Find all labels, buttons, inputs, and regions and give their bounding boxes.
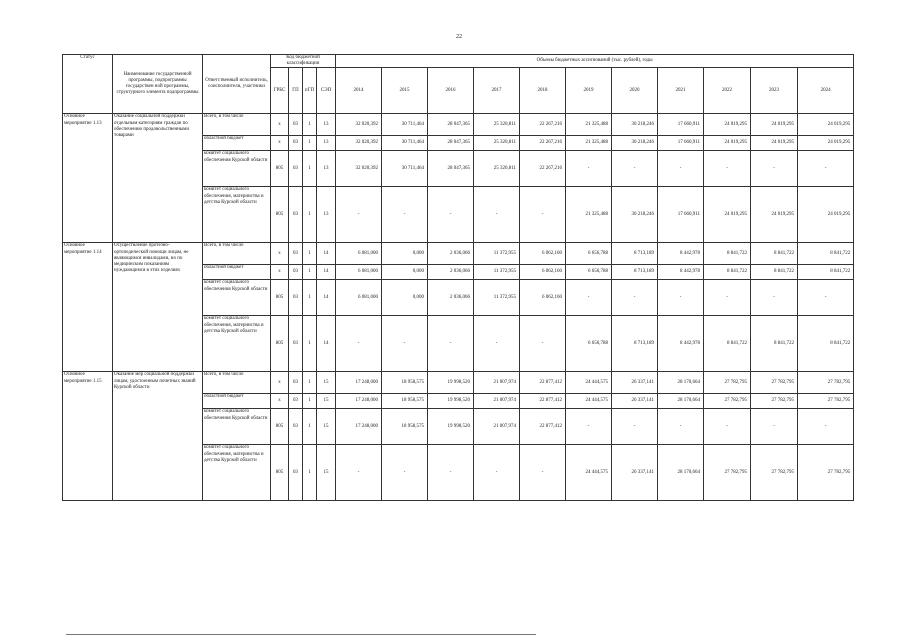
row-code: х — [271, 394, 289, 409]
row-value-2022: - — [704, 280, 751, 316]
row-value-2020: 8 713,189 — [612, 243, 658, 265]
row-code: 03 — [289, 445, 303, 501]
row-value-2023: 8 841,722 — [751, 265, 798, 280]
row-value-2021: 17 660,911 — [658, 114, 704, 136]
row-value-2021: 17 660,911 — [658, 187, 704, 243]
group-status: Основное мероприятие 1.15 — [63, 372, 113, 501]
row-executor: комитет социального обеспечения, материнства и детства Курской области — [203, 445, 271, 501]
row-code: 13 — [317, 136, 336, 151]
row-value-2022: 27 782,795 — [704, 445, 751, 501]
row-executor: комитет социального обеспечения, материнства и детства Курской области — [203, 187, 271, 243]
row-code: 805 — [271, 280, 289, 316]
header-code-0: ГРБС — [271, 68, 289, 114]
row-value-2023: 27 782,795 — [751, 394, 798, 409]
row-code: 03 — [289, 265, 303, 280]
row-value-2017: 11 372,955 — [474, 280, 520, 316]
row-value-2016: - — [428, 316, 474, 372]
row-value-2021: 28 170,664 — [658, 445, 704, 501]
row-value-2019: 24 444,575 — [566, 372, 612, 394]
row-value-2017: 21 007,974 — [474, 409, 520, 445]
row-value-2018: 6 062,160 — [520, 280, 566, 316]
header-year-2024: 2024 — [798, 68, 854, 114]
row-value-2023: 24 019,295 — [751, 136, 798, 151]
row-code: 14 — [317, 280, 336, 316]
row-value-2024: 8 841,722 — [798, 265, 854, 280]
row-executor: Всего, в том числе — [203, 243, 271, 265]
header-year-2018: 2018 — [520, 68, 566, 114]
row-value-2016: 2 036,066 — [428, 280, 474, 316]
row-value-2018: - — [520, 445, 566, 501]
row-value-2024: 27 782,795 — [798, 394, 854, 409]
row-value-2024: 24 019,295 — [798, 114, 854, 136]
row-executor: областной бюджет — [203, 394, 271, 409]
row-value-2020: - — [612, 151, 658, 187]
row-value-2023: 27 782,795 — [751, 372, 798, 394]
row-code: 1 — [303, 409, 317, 445]
row-code: 15 — [317, 372, 336, 394]
row-code: 13 — [317, 187, 336, 243]
row-code: 1 — [303, 394, 317, 409]
row-code: 03 — [289, 280, 303, 316]
row-value-2020: 30 218,246 — [612, 114, 658, 136]
row-value-2022: 24 019,295 — [704, 114, 751, 136]
row-code: 1 — [303, 243, 317, 265]
row-value-2023: 27 782,795 — [751, 445, 798, 501]
header-year-2021: 2021 — [658, 68, 704, 114]
row-code: х — [271, 372, 289, 394]
row-code: 805 — [271, 151, 289, 187]
row-value-2023: - — [751, 151, 798, 187]
row-code: 14 — [317, 316, 336, 372]
row-value-2022: 27 782,795 — [704, 372, 751, 394]
row-value-2024: 8 841,722 — [798, 243, 854, 265]
row-value-2014: - — [336, 187, 382, 243]
row-code: 1 — [303, 265, 317, 280]
table-row — [63, 243, 854, 265]
header-code-1: ГП — [289, 68, 303, 114]
row-value-2017: - — [474, 316, 520, 372]
row-value-2014: 32 020,392 — [336, 151, 382, 187]
row-value-2016: 19 998,520 — [428, 372, 474, 394]
row-value-2017: 25 320,811 — [474, 151, 520, 187]
row-value-2018: 22 877,412 — [520, 372, 566, 394]
row-code: 03 — [289, 136, 303, 151]
row-value-2015: 0,000 — [382, 265, 428, 280]
row-value-2020: 30 218,246 — [612, 187, 658, 243]
row-value-2023: - — [751, 409, 798, 445]
row-value-2019: 6 656,788 — [566, 243, 612, 265]
row-value-2024: 8 841,722 — [798, 316, 854, 372]
row-value-2015: 30 711,464 — [382, 136, 428, 151]
row-value-2023: - — [751, 280, 798, 316]
row-value-2021: 8 442,978 — [658, 243, 704, 265]
row-value-2021: 28 170,664 — [658, 394, 704, 409]
row-code: х — [271, 243, 289, 265]
row-value-2024: 24 019,295 — [798, 136, 854, 151]
row-value-2022: 24 019,295 — [704, 187, 751, 243]
row-code: 03 — [289, 409, 303, 445]
row-value-2016: 2 036,066 — [428, 243, 474, 265]
row-value-2019: 24 444,575 — [566, 394, 612, 409]
row-value-2021: 28 170,664 — [658, 372, 704, 394]
page-number: 22 — [456, 34, 462, 40]
row-value-2022: 27 782,795 — [704, 394, 751, 409]
row-code: 13 — [317, 114, 336, 136]
row-code: 13 — [317, 151, 336, 187]
row-value-2016: 2 036,066 — [428, 265, 474, 280]
row-value-2014: 6 081,000 — [336, 280, 382, 316]
row-value-2023: 24 019,295 — [751, 114, 798, 136]
row-value-2016: - — [428, 187, 474, 243]
row-code: х — [271, 136, 289, 151]
header-code-2: пГП — [303, 68, 317, 114]
header-executor: Ответственный исполнитель, соисполнители, участники — [203, 55, 271, 114]
row-value-2014: 17 248,000 — [336, 409, 382, 445]
row-value-2021: 8 442,978 — [658, 316, 704, 372]
row-value-2014: 32 020,392 — [336, 136, 382, 151]
row-code: 03 — [289, 187, 303, 243]
row-value-2017: - — [474, 445, 520, 501]
footer-rule — [66, 634, 536, 635]
row-value-2017: - — [474, 187, 520, 243]
row-value-2019: 6 656,788 — [566, 316, 612, 372]
row-value-2018: 22 877,412 — [520, 409, 566, 445]
header-year-2023: 2023 — [751, 68, 798, 114]
row-code: 1 — [303, 114, 317, 136]
row-value-2018: 22 877,412 — [520, 394, 566, 409]
row-executor: комитет социального обеспечения Курской области — [203, 409, 271, 445]
row-code: 1 — [303, 280, 317, 316]
row-value-2018: 6 062,160 — [520, 265, 566, 280]
row-value-2018: 22 267,216 — [520, 151, 566, 187]
row-value-2016: 19 998,520 — [428, 394, 474, 409]
row-value-2014: - — [336, 445, 382, 501]
row-code: 15 — [317, 445, 336, 501]
header-year-2017: 2017 — [474, 68, 520, 114]
row-value-2024: - — [798, 409, 854, 445]
group-name: Оказание мер социальной поддержки лицам, удостоенным почетных званий Курской области — [113, 372, 203, 501]
row-code: 03 — [289, 151, 303, 187]
row-code: 805 — [271, 445, 289, 501]
row-value-2019: 24 444,575 — [566, 445, 612, 501]
header-status: Статус — [63, 55, 113, 114]
row-value-2023: 24 019,295 — [751, 187, 798, 243]
group-name: Оказание социальной поддержки отдельным категориям граждан по обеспечению продовольственными товарами — [113, 114, 203, 243]
header-volumes: Объемы бюджетных ассигнований (тыс. рублей), годы — [336, 55, 854, 68]
row-code: 15 — [317, 409, 336, 445]
row-code: х — [271, 265, 289, 280]
row-value-2020: 8 713,189 — [612, 316, 658, 372]
row-code: 14 — [317, 265, 336, 280]
group-name: Осуществление протезно-ортопедической помощи лицам, не являющимся инвалидами, но по медицинским показаниям нуждающимся в этих изделиях — [113, 243, 203, 372]
row-value-2024: - — [798, 280, 854, 316]
header-budget-code: Код бюджетной классификации — [271, 55, 336, 68]
row-value-2022: - — [704, 151, 751, 187]
row-value-2021: - — [658, 409, 704, 445]
row-value-2016: 28 047,365 — [428, 151, 474, 187]
row-value-2015: - — [382, 187, 428, 243]
row-value-2022: 24 019,295 — [704, 136, 751, 151]
row-executor: областной бюджет — [203, 265, 271, 280]
header-year-2022: 2022 — [704, 68, 751, 114]
table-row — [63, 372, 854, 394]
row-value-2017: 25 320,811 — [474, 114, 520, 136]
row-value-2019: 21 325,488 — [566, 136, 612, 151]
row-code: 1 — [303, 372, 317, 394]
row-value-2014: 6 081,000 — [336, 265, 382, 280]
row-value-2018: - — [520, 316, 566, 372]
row-code: 03 — [289, 114, 303, 136]
row-value-2016: 19 998,520 — [428, 409, 474, 445]
row-value-2019: 21 325,488 — [566, 187, 612, 243]
budget-allocation-table — [62, 54, 854, 501]
row-code: 805 — [271, 187, 289, 243]
header-year-2014: 2014 — [336, 68, 382, 114]
row-value-2024: 24 019,295 — [798, 187, 854, 243]
row-value-2024: - — [798, 151, 854, 187]
row-executor: комитет социального обеспечения, материнства и детства Курской области — [203, 316, 271, 372]
row-value-2015: - — [382, 445, 428, 501]
row-code: 1 — [303, 151, 317, 187]
row-code: 03 — [289, 372, 303, 394]
row-value-2021: 8 442,978 — [658, 265, 704, 280]
row-value-2016: 28 047,365 — [428, 136, 474, 151]
row-executor: комитет социального обеспечения Курской области — [203, 280, 271, 316]
row-value-2015: 0,000 — [382, 280, 428, 316]
header-year-2020: 2020 — [612, 68, 658, 114]
row-value-2014: 32 020,392 — [336, 114, 382, 136]
row-value-2020: - — [612, 280, 658, 316]
header-year-2015: 2015 — [382, 68, 428, 114]
row-value-2019: 6 656,788 — [566, 265, 612, 280]
row-value-2015: 18 958,575 — [382, 409, 428, 445]
row-value-2020: 8 713,189 — [612, 265, 658, 280]
row-executor: Всего, в том числе — [203, 114, 271, 136]
header-code-3: СЭП — [317, 68, 336, 114]
row-value-2022: 8 841,722 — [704, 243, 751, 265]
row-executor: областной бюджет — [203, 136, 271, 151]
row-code: 1 — [303, 187, 317, 243]
row-code: 03 — [289, 316, 303, 372]
row-value-2017: 11 372,955 — [474, 265, 520, 280]
row-value-2015: 30 711,464 — [382, 151, 428, 187]
header-year-2019: 2019 — [566, 68, 612, 114]
row-value-2021: - — [658, 151, 704, 187]
row-value-2020: 26 337,141 — [612, 445, 658, 501]
row-value-2014: 6 081,000 — [336, 243, 382, 265]
table-row — [63, 114, 854, 136]
row-value-2020: 26 337,141 — [612, 394, 658, 409]
row-value-2015: - — [382, 316, 428, 372]
row-value-2019: - — [566, 280, 612, 316]
row-code: 03 — [289, 243, 303, 265]
row-code: 03 — [289, 394, 303, 409]
row-value-2024: 27 782,795 — [798, 372, 854, 394]
row-value-2020: - — [612, 409, 658, 445]
row-value-2018: 6 062,160 — [520, 243, 566, 265]
row-code: х — [271, 114, 289, 136]
group-status: Основное мероприятие 1.13 — [63, 114, 113, 243]
row-value-2018: 22 267,216 — [520, 114, 566, 136]
row-value-2015: 18 958,575 — [382, 394, 428, 409]
header-name: Наименование государственной программы, подпрограммы государствен ной программы, структурного элемента подпрограммы — [113, 55, 203, 114]
row-value-2015: 0,000 — [382, 243, 428, 265]
row-value-2021: 17 660,911 — [658, 136, 704, 151]
row-value-2018: 22 267,216 — [520, 136, 566, 151]
row-value-2019: - — [566, 409, 612, 445]
header-year-2016: 2016 — [428, 68, 474, 114]
row-value-2020: 26 337,141 — [612, 372, 658, 394]
row-value-2022: - — [704, 409, 751, 445]
row-code: 805 — [271, 409, 289, 445]
row-value-2018: - — [520, 187, 566, 243]
row-value-2016: 28 047,365 — [428, 114, 474, 136]
row-value-2019: 21 325,488 — [566, 114, 612, 136]
row-value-2014: 17 248,000 — [336, 394, 382, 409]
row-value-2015: 18 958,575 — [382, 372, 428, 394]
row-code: 1 — [303, 445, 317, 501]
row-value-2016: - — [428, 445, 474, 501]
row-value-2022: 8 841,722 — [704, 316, 751, 372]
row-code: 1 — [303, 316, 317, 372]
row-value-2017: 21 007,974 — [474, 394, 520, 409]
row-executor: комитет социального обеспечения Курской области — [203, 151, 271, 187]
row-value-2023: 8 841,722 — [751, 243, 798, 265]
row-code: 14 — [317, 243, 336, 265]
row-code: 1 — [303, 136, 317, 151]
row-value-2024: 27 782,795 — [798, 445, 854, 501]
row-code: 15 — [317, 394, 336, 409]
row-value-2017: 25 320,811 — [474, 136, 520, 151]
row-value-2020: 30 218,246 — [612, 136, 658, 151]
row-value-2017: 21 007,974 — [474, 372, 520, 394]
row-value-2014: - — [336, 316, 382, 372]
row-value-2017: 11 372,955 — [474, 243, 520, 265]
row-value-2014: 17 248,000 — [336, 372, 382, 394]
row-value-2021: - — [658, 280, 704, 316]
group-status: Основное мероприятие 1.14 — [63, 243, 113, 372]
row-value-2023: 8 841,722 — [751, 316, 798, 372]
row-value-2015: 30 711,464 — [382, 114, 428, 136]
row-value-2022: 8 841,722 — [704, 265, 751, 280]
row-value-2019: - — [566, 151, 612, 187]
row-executor: Всего, в том числе — [203, 372, 271, 394]
row-code: 805 — [271, 316, 289, 372]
